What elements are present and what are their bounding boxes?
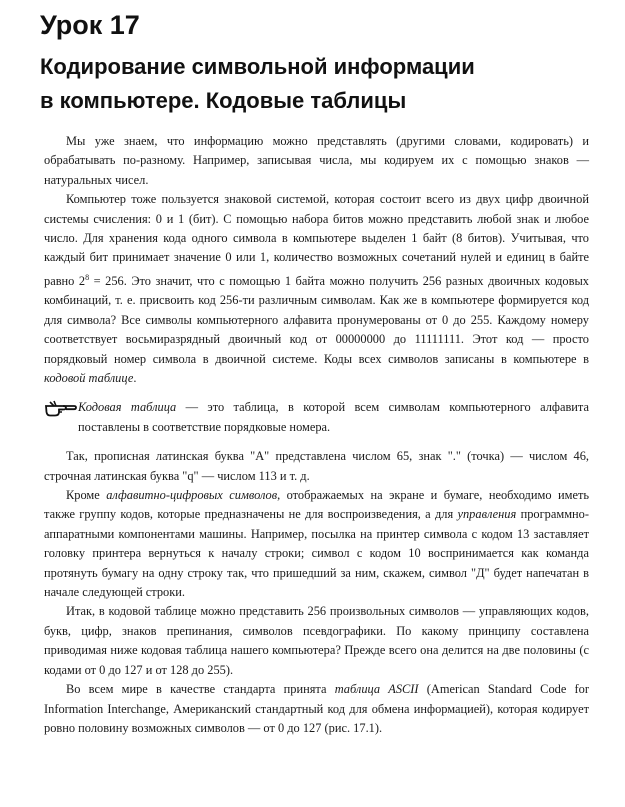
definition-term: Кодовая таблица — [78, 400, 177, 415]
lesson-number: Урок 17 — [40, 10, 140, 40]
paragraph-2-text-b: = 256. Это значит, что с помощью 1 байта можно получить 256 разных двоичных кодовых комбинаций, т. е. присвоить код 256-ти различным символам. Как же в компьютере формируется код для символа? Все символы компьютерного алфавита пронумерованы от 0 до 255. Каждому номеру соответствует восьмиразрядный двоичный код от 00000000 до 11111111. Этот код — просто порядковый номер символа в двоичной системе. Коды всех символов записаны в компьютере в — [44, 273, 589, 366]
paragraph-6 — [44, 680, 589, 738]
lesson-title — [40, 50, 589, 118]
paragraph-5: Итак, в кодовой таблице можно представить 256 произвольных символов — управляющих кодов, букв, цифр, знаков препинания, символов псевдографики. По какому принципу составлена приводимая ниже кодовая таблица нашего компьютера? Прежде всего она делится на две половины (с кодами от 0 до 127 и от 128 до 255). — [44, 604, 589, 677]
alphanumeric-term: алфавитно-цифровых символов — [106, 488, 278, 503]
paragraph-4-text-a: Кроме — [66, 488, 107, 503]
paragraph-4-text-c: программно-аппаратными компонентами машины. Например, посылка на принтер символа с кодом 13 заставляет головку принтера вернуться к началу строки; символ с кодом 10 воспринимается как команда протянуть бумагу на одну строку так, что пришедший за ним, скажем, символ "Д" будет напечатан в начале следующей строки. — [44, 507, 590, 600]
pointing-hand-icon — [44, 399, 78, 417]
code-table-term: кодовой таблице — [44, 371, 134, 385]
power-exponent: 8 — [85, 272, 90, 282]
definition-body: — это таблица, в которой всем символам компьютерного алфавита поставлены в соответствие порядковые номера. — [78, 400, 589, 434]
paragraph-2-text-a: Компьютер тоже пользуется знаковой системой, которая состоит всего из двух цифр двоичной системы счисления: 0 и 1 (бит). С помощью набора битов можно представить любой знак и любое число. Для хранения кода одного символа в компьютере выделен 1 байт (8 битов). Учитывая, что каждый бит принимает значение 0 или 1, количество возможных сочетаний нулей и единиц в байте равно 2 — [44, 192, 589, 288]
lesson-body — [44, 132, 589, 738]
paragraph-3: Так, прописная латинская буква "А" представлена числом 65, знак "." (точка) — числом 46, строчная латинская буква "q" — числом 113 и т. д. — [44, 449, 589, 483]
control-term: управления — [457, 507, 517, 522]
title-line-2: в компьютере. Кодовые таблицы — [40, 88, 407, 113]
paragraph-4-text-b: , отображаемых на экране и бумаге, необходимо иметь также группу кодов, которые предназначены не для воспроизведения, а для — [44, 488, 590, 522]
definition-note — [44, 398, 589, 437]
paragraph-6-text-b: (American Standard Code for Information Interchange, Американский стандартный код для обмена информацией), которая кодирует ровно половину возможных символов — от 0 до 127 (рис. 17.1). — [44, 682, 589, 735]
paragraph-2-end: . — [133, 371, 137, 385]
definition-text — [78, 398, 589, 437]
paragraph-2 — [44, 190, 589, 388]
paragraph-4 — [44, 486, 589, 602]
paragraph-6-text-a: Во всем мире в качестве стандарта принята — [66, 682, 335, 697]
title-line-1: Кодирование символьной информации — [40, 54, 475, 79]
paragraph-1: Мы уже знаем, что информацию можно представлять (другими словами, кодировать) и обрабатывать по-разному. Например, записывая числа, мы кодируем их с помощью знаков — натуральных чисел. — [44, 134, 589, 187]
ascii-term: таблица ASCII — [334, 682, 419, 697]
